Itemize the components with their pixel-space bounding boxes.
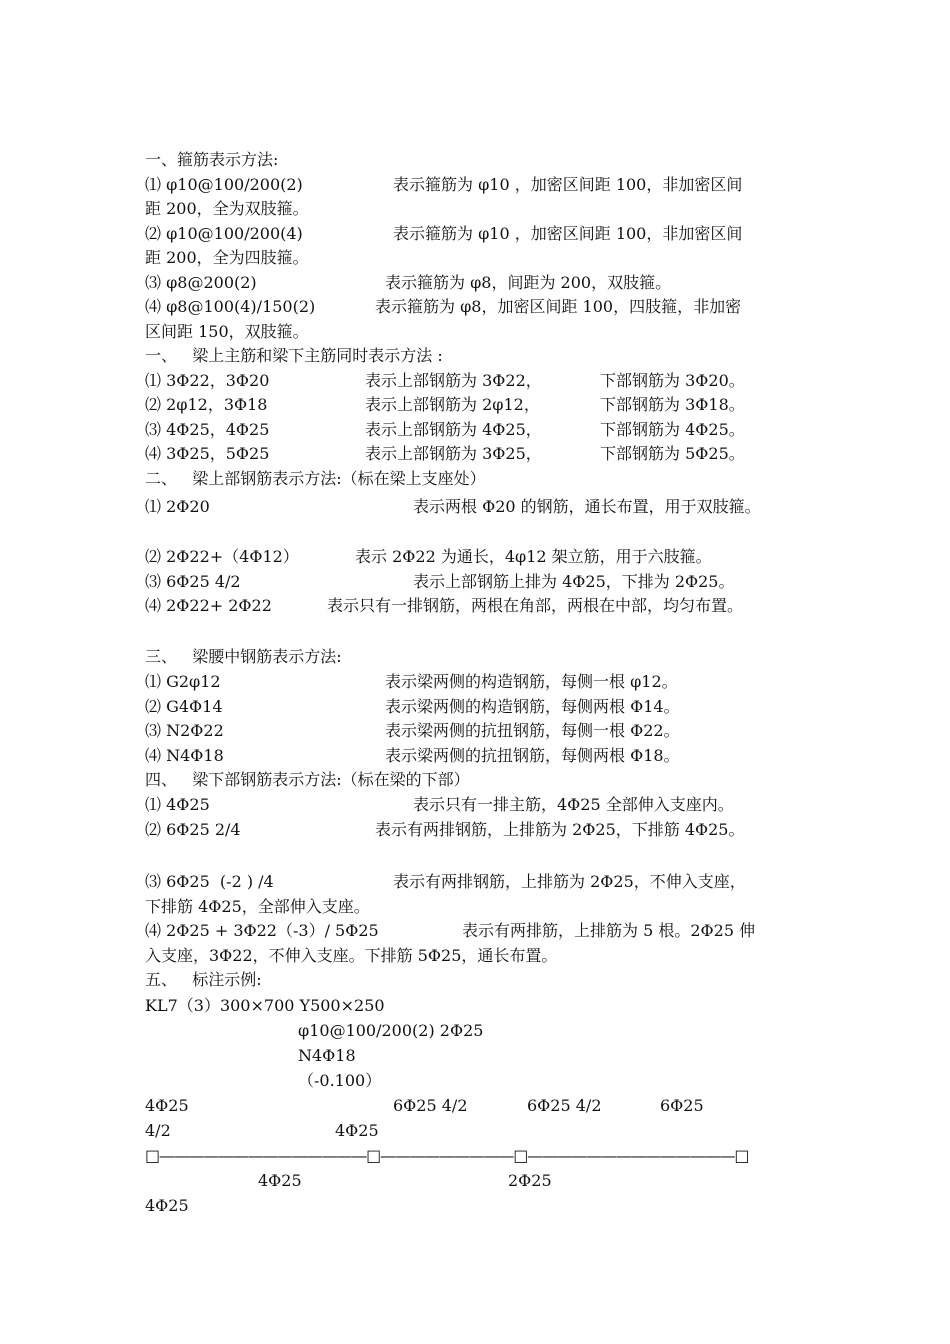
item-code: ⑶ 6Φ25 (-2 ) /4 [145,872,274,891]
item-code: ⑴ φ10@100/200(2) [145,174,303,194]
example-support-4: 6Φ25 [660,1096,704,1115]
item-desc: 表示梁两侧的构造钢筋，每侧一根 φ12。 [385,672,678,691]
item-code: ⑵ G4Φ14 [145,696,223,716]
item-desc: 表示上部钢筋为 3Φ25， [365,444,542,463]
item-code: ⑷ 2Φ25 + 3Φ22（-3）/ 5Φ25 [145,921,379,940]
item-desc2: 下部钢筋为 3Φ18。 [600,395,745,414]
item-code: ⑷ N4Φ18 [145,745,224,765]
item-desc2: 下部钢筋为 3Φ20。 [600,370,745,390]
item-desc: 表示上部钢筋为 3Φ22， [365,370,542,390]
section-heading: 三、 梁腰中钢筋表示方法: [145,647,342,666]
section-heading: 四、 梁下部钢筋表示方法:（标在梁的下部） [145,770,470,789]
item-code: ⑶ φ8@200(2) [145,272,257,292]
example-support-3: 6Φ25 4/2 [527,1096,602,1115]
item-desc-cont: 下排筋 4Φ25，全部伸入支座。 [145,896,370,916]
item-code: ⑷ φ8@100(4)/150(2) [145,297,316,316]
example-waist: N4Φ18 [298,1046,356,1065]
item-desc: 表示箍筋为 φ10 ，加密区间距 100，非加密区间 [393,223,743,243]
item-code: ⑶ N2Φ22 [145,721,224,740]
example-beam-line: □——————————————□—————————□——————————————□ [145,1146,749,1165]
item-code: ⑴ G2φ12 [145,672,221,691]
example-bottom-2: 2Φ25 [508,1171,552,1190]
item-desc: 表示 2Φ22 为通长，4φ12 架立筋，用于六肢箍。 [355,547,712,566]
example-beam-id: KL7（3）300×700 Y500×250 [145,996,385,1015]
example-support-1: 4Φ25 [145,1096,189,1115]
item-code: ⑶ 4Φ25，4Φ25 [145,419,270,439]
item-desc: 表示箍筋为 φ8，加密区间距 100，四肢箍，非加密 [375,297,742,316]
item-desc: 表示梁两侧的抗扭钢筋，每侧一根 Φ22。 [385,721,680,740]
item-desc-cont: 入支座，3Φ22，不伸入支座。下排筋 5Φ25，通长布置。 [145,945,558,965]
item-code: ⑶ 6Φ25 4/2 [145,571,241,591]
item-desc: 表示有两排钢筋，上排筋为 2Φ25，不伸入支座， [393,872,746,891]
item-code: ⑵ 6Φ25 2/4 [145,820,241,839]
item-desc: 表示两根 Φ20 的钢筋，通长布置，用于双肢箍。 [413,497,761,516]
item-desc-cont: 区间距 150，双肢箍。 [145,321,309,341]
item-desc: 表示只有一排主筋，4Φ25 全部伸入支座内。 [413,795,734,814]
example-bottom-1: 4Φ25 [258,1171,302,1190]
item-code: ⑴ 4Φ25 [145,795,210,814]
example-support-2b: 4Φ25 [335,1121,379,1140]
item-code: ⑷ 2Φ22+ 2Φ22 [145,596,272,615]
item-desc: 表示上部钢筋为 4Φ25， [365,419,542,439]
item-desc: 表示梁两侧的抗扭钢筋，每侧两根 Φ18。 [385,745,680,765]
item-desc-cont: 距 200，全为双肢箍。 [145,199,309,218]
item-code: ⑴ 3Φ22，3Φ20 [145,370,270,390]
example-stirrup: φ10@100/200(2) 2Φ25 [298,1021,484,1040]
item-desc: 表示上部钢筋上排为 4Φ25，下排为 2Φ25。 [413,571,735,591]
item-desc2: 下部钢筋为 5Φ25。 [600,444,745,463]
item-code: ⑵ φ10@100/200(4) [145,223,303,243]
item-code: ⑷ 3Φ25，5Φ25 [145,444,270,463]
example-elevation: （-0.100） [298,1071,382,1090]
item-desc: 表示上部钢筋为 2φ12， [365,395,540,414]
example-support-1b: 4/2 [145,1121,171,1140]
item-desc: 表示箍筋为 φ10 ，加密区间距 100，非加密区间 [393,174,743,194]
item-desc: 表示梁两侧的构造钢筋，每侧两根 Φ14。 [385,696,680,716]
item-code: ⑵ 2Φ22+（4Φ12） [145,547,299,566]
section-heading: 一、箍筋表示方法: [145,150,279,169]
example-support-2: 6Φ25 4/2 [393,1096,468,1115]
item-desc-cont: 距 200，全为四肢箍。 [145,248,309,267]
item-desc: 表示有两排钢筋，上排筋为 2Φ25，下排筋 4Φ25。 [375,820,745,839]
section-heading: 五、 标注示例: [145,970,262,989]
section-heading: 一、 梁上主筋和梁下主筋同时表示方法 : [145,346,443,365]
example-bottom-3: 4Φ25 [145,1196,189,1215]
section-heading: 二、 梁上部钢筋表示方法:（标在梁上支座处） [145,468,486,488]
item-code: ⑵ 2φ12，3Φ18 [145,395,268,414]
item-desc: 表示箍筋为 φ8，间距为 200，双肢箍。 [385,272,672,292]
item-desc2: 下部钢筋为 4Φ25。 [600,419,745,439]
item-desc: 表示只有一排钢筋，两根在角部，两根在中部，均匀布置。 [327,596,744,615]
item-desc: 表示有两排筋，上排筋为 5 根。2Φ25 伸 [462,921,756,940]
item-code: ⑴ 2Φ20 [145,497,210,516]
